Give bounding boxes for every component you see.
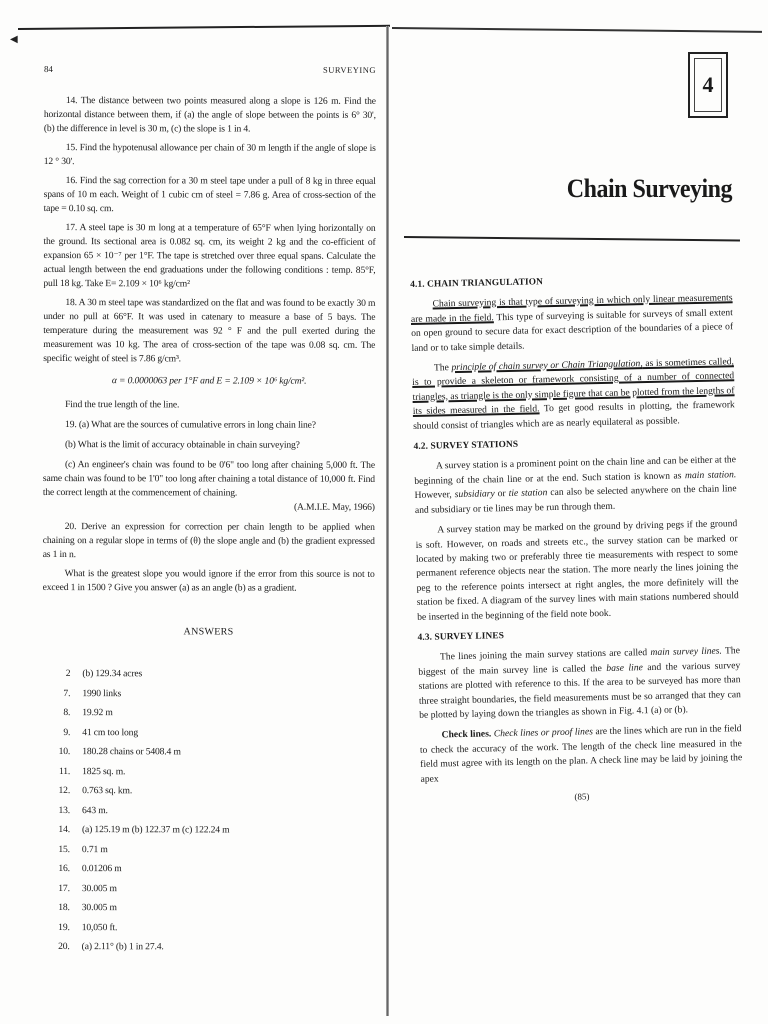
right-page-body bbox=[410, 269, 743, 807]
formula-line: α = 0.0000063 per 1°F and E = 2.109 × 10⁶ kg/cm². bbox=[111, 375, 307, 387]
chapter-title: Chain Surveying bbox=[566, 174, 732, 204]
answer-row bbox=[42, 823, 374, 843]
underlined-definition: Chain surveying is that type of surveying in which only linear measurements are made in the field. bbox=[410, 292, 733, 325]
term-proof-lines: Check lines or proof lines bbox=[491, 726, 594, 740]
left-page-number: 84 bbox=[43, 63, 53, 75]
term-tie-station: tie station bbox=[508, 487, 548, 500]
answer-row bbox=[42, 803, 374, 823]
answer-row bbox=[42, 706, 374, 726]
section-4-2-para-2: A survey station may be marked on the ground by driving pegs if the ground is soft. However, on roads and streets etc., the survey station can be marked or located by making two or preferably three tie measurements with respect to some permanent reference objects near the station. The more nearly the lines joining the peg to the reference points intersect at right angles, the more definitely will the station be fixed. A diagram of the survey lines with main stations numbered should be inserted in the beginning of the field note book. bbox=[415, 518, 739, 623]
answer-number: 10. bbox=[58, 746, 71, 758]
answer-row bbox=[42, 881, 374, 901]
answer-row bbox=[42, 842, 374, 862]
question-18: 18. A 30 m steel tape was standardized on the flat and was found to be exactly 30 m under no pull at 66°F. It was used in catenary to measure a base of 5 bays. The temperature during the measurement was 92 ° F and the pull exerted during the measurement was 10 kg. The area of cross-section of the tape was 0.08 sq. cm. The specific weight of steel is 7.86 g/cm³. bbox=[43, 297, 376, 365]
answer-number: 17. bbox=[58, 882, 70, 894]
answer-number: 2 bbox=[65, 668, 71, 680]
answer-number: 7. bbox=[63, 687, 71, 699]
para-text: The biggest of the main survey line is called the bbox=[418, 645, 741, 678]
question-19c-reference: (A.M.I.E. May, 1966) bbox=[293, 501, 375, 513]
question-15: 15. Find the hypotenusal allowance per chain of 30 m length if the angle of slope is 12 ° 30'. bbox=[43, 142, 376, 168]
answer-value: 30.005 m bbox=[81, 902, 117, 914]
answer-value: 10,050 ft. bbox=[81, 921, 118, 933]
answer-value: (a) 2.11° (b) 1 in 27.4. bbox=[81, 941, 164, 953]
section-4-2-para-1 bbox=[414, 454, 737, 518]
answer-row bbox=[42, 940, 374, 960]
answer-value: 41 cm too long bbox=[82, 726, 138, 738]
left-page-header bbox=[44, 62, 376, 77]
question-14: 14. The distance between two points measured along a slope is 126 m. Find the horizontal distance between them, if (a) the angle of slope between the points is 6° 30', (b) the difference in level is 30 m, (c) the slope is 1 in 4. bbox=[43, 95, 376, 135]
answer-row bbox=[42, 784, 374, 804]
answer-row bbox=[42, 745, 374, 765]
para-text: The lines joining the main survey stations are called bbox=[439, 647, 651, 663]
answer-value: (b) 129.34 acres bbox=[82, 668, 143, 680]
section-4-3-para-2 bbox=[419, 723, 742, 787]
section-4-1-title: 4.1. CHAIN TRIANGULATION bbox=[410, 277, 544, 290]
term-check-lines: Check lines. bbox=[441, 728, 492, 741]
answer-row bbox=[42, 764, 374, 784]
question-19a: 19. (a) What are the sources of cumulative errors in long chain line? bbox=[65, 419, 316, 431]
chapter-number-box bbox=[688, 52, 728, 118]
section-4-1-para-1 bbox=[410, 292, 733, 356]
term-main-station: main station. bbox=[684, 469, 737, 482]
para-text: or bbox=[494, 488, 509, 500]
para-text: are the lines which are run in the field to check the accuracy of the work. The length of the check line measured in the field must agree with its length on the plan. A check line may be laid by joining the apex bbox=[419, 723, 743, 785]
question-17: 17. A steel tape is 30 m long at a temperature of 65°F when lying horizontally on the ground. Its sectional area is 0.082 sq. cm, its weight 2 kg and the co-efficient of expansion 65 × 10⁻⁷ per 1°F. The tape is stretched over three equal spans. Calculate the actual length between the end graduations under the following conditions : temp. 85°F, pull 18 kg. Take E= 2.109 × 10⁶ kg/cm² bbox=[43, 222, 376, 290]
answer-number: 18. bbox=[58, 902, 70, 914]
right-page-number: (85) bbox=[574, 791, 590, 802]
answer-value: 0.71 m bbox=[81, 843, 108, 855]
top-edge-rule-left bbox=[18, 25, 390, 30]
answer-row bbox=[42, 920, 374, 940]
answer-number: 9. bbox=[63, 726, 71, 738]
answer-number: 19. bbox=[58, 921, 70, 933]
corner-mark: ◀ bbox=[10, 34, 18, 45]
answer-value: 1825 sq. m. bbox=[82, 765, 126, 777]
answer-number: 20. bbox=[58, 941, 70, 953]
answer-number: 14. bbox=[58, 824, 71, 836]
answer-number: 8. bbox=[63, 707, 71, 719]
question-18-tail: Find the true length of the line. bbox=[65, 399, 180, 411]
answer-number: 12. bbox=[58, 785, 71, 797]
book-gutter bbox=[386, 26, 389, 1016]
chapter-rule bbox=[404, 236, 740, 242]
answer-row bbox=[42, 667, 374, 687]
underlined-framework: as is sometimes called, is to provide a skeleton or framework consisting of a number of connected triangles, as triangle is the only simple figure that can be plotted from the lengths of its sides measured in the field. bbox=[412, 356, 735, 418]
answer-value: 19.92 m bbox=[82, 707, 113, 719]
answer-value: (a) 125.19 m (b) 122.37 m (c) 122.24 m bbox=[81, 824, 230, 836]
answer-number: 13. bbox=[58, 804, 71, 816]
term-main-survey-lines: main survey lines. bbox=[650, 645, 722, 659]
chapter-number: 4 bbox=[694, 58, 722, 112]
section-4-3-title: 4.3. SURVEY LINES bbox=[417, 631, 505, 643]
answer-number: 15. bbox=[58, 843, 70, 855]
term-base-line: base line bbox=[606, 661, 643, 674]
answer-number: 11. bbox=[58, 765, 71, 777]
answer-row bbox=[42, 862, 374, 882]
question-20-tail: What is the greatest slope you would ignore if the error from this source is not to exceed 1 in 1500 ? Give you answer (a) as an angle (b) as a gradient. bbox=[42, 568, 375, 594]
question-16: 16. Find the sag correction for a 30 m steel tape under a pull of 8 kg in three equal spans of 10 m each. Weight of 1 cubic cm of steel = 7.86 g. Area of cross-section of the tape = 0.10 sq. cm. bbox=[43, 175, 376, 215]
answer-value: 0.763 sq. km. bbox=[82, 785, 133, 797]
question-20: 20. Derive an expression for correction per chain length to be applied when chaining on a regular slope in terms of (θ) the slope angle and (b) the gradient expressed as 1 in n. bbox=[42, 521, 375, 561]
para-text: To get good results in plotting, the framework should consist of triangles which are as nearly equilateral as possible. bbox=[413, 399, 735, 432]
answer-value: 180.28 chains or 5408.4 m bbox=[82, 746, 181, 758]
question-19b: (b) What is the limit of accuracy obtainable in chain surveying? bbox=[64, 439, 300, 451]
answer-value: 1990 links bbox=[82, 687, 122, 699]
answer-number: 16. bbox=[58, 863, 70, 875]
answer-row bbox=[42, 725, 374, 745]
section-4-2-title: 4.2. SURVEY STATIONS bbox=[413, 439, 519, 453]
answer-value: 643 m. bbox=[82, 804, 108, 816]
section-4-1-para-2 bbox=[412, 355, 735, 434]
answers-list bbox=[42, 667, 375, 960]
para-text: A survey station is a prominent point on the chain line and can be either at the beginning of the chain line or at the end. Such station is known as bbox=[414, 454, 737, 487]
para-text: and the various survey stations are plotted with reference to this. If the area to be surveyed has more than three straight boundaries, the field measurements must be so arranged that they can be plotted by laying down the triangles as shown in Fig. 4.1 (a) or (b). bbox=[418, 659, 741, 721]
section-4-3-para-1 bbox=[418, 645, 741, 724]
underlined-principle: principle of chain survey or Chain Triangulation, bbox=[451, 358, 643, 374]
para-text: This type of surveying is suitable for surveys of small extent on open ground to secure data for exact description of the boundaries of a piece of land or to take simple details. bbox=[411, 307, 734, 354]
term-subsidiary: subsidiary bbox=[454, 488, 495, 501]
question-19c: (c) An engineer's chain was found to be 0'6" too long after chaining 5,000 ft. The same chain was found to be 1'0" too long after chaining a total distance of 10,000 ft. Find the correct length at the commencement of chaining. bbox=[42, 459, 375, 499]
answer-value: 0.01206 m bbox=[81, 863, 122, 875]
answer-row bbox=[42, 901, 374, 921]
para-text: The bbox=[433, 362, 452, 374]
top-edge-rule-right bbox=[392, 27, 762, 33]
para-text: can also be selected anywhere on the chain line and subsidiary or tie lines may be run through them. bbox=[414, 483, 737, 516]
answer-value: 30.005 m bbox=[81, 882, 117, 894]
para-text: However, bbox=[414, 489, 455, 502]
answer-row bbox=[42, 686, 374, 706]
running-head: SURVEYING bbox=[323, 64, 376, 75]
answers-heading: ANSWERS bbox=[183, 626, 234, 638]
left-page bbox=[42, 62, 376, 960]
